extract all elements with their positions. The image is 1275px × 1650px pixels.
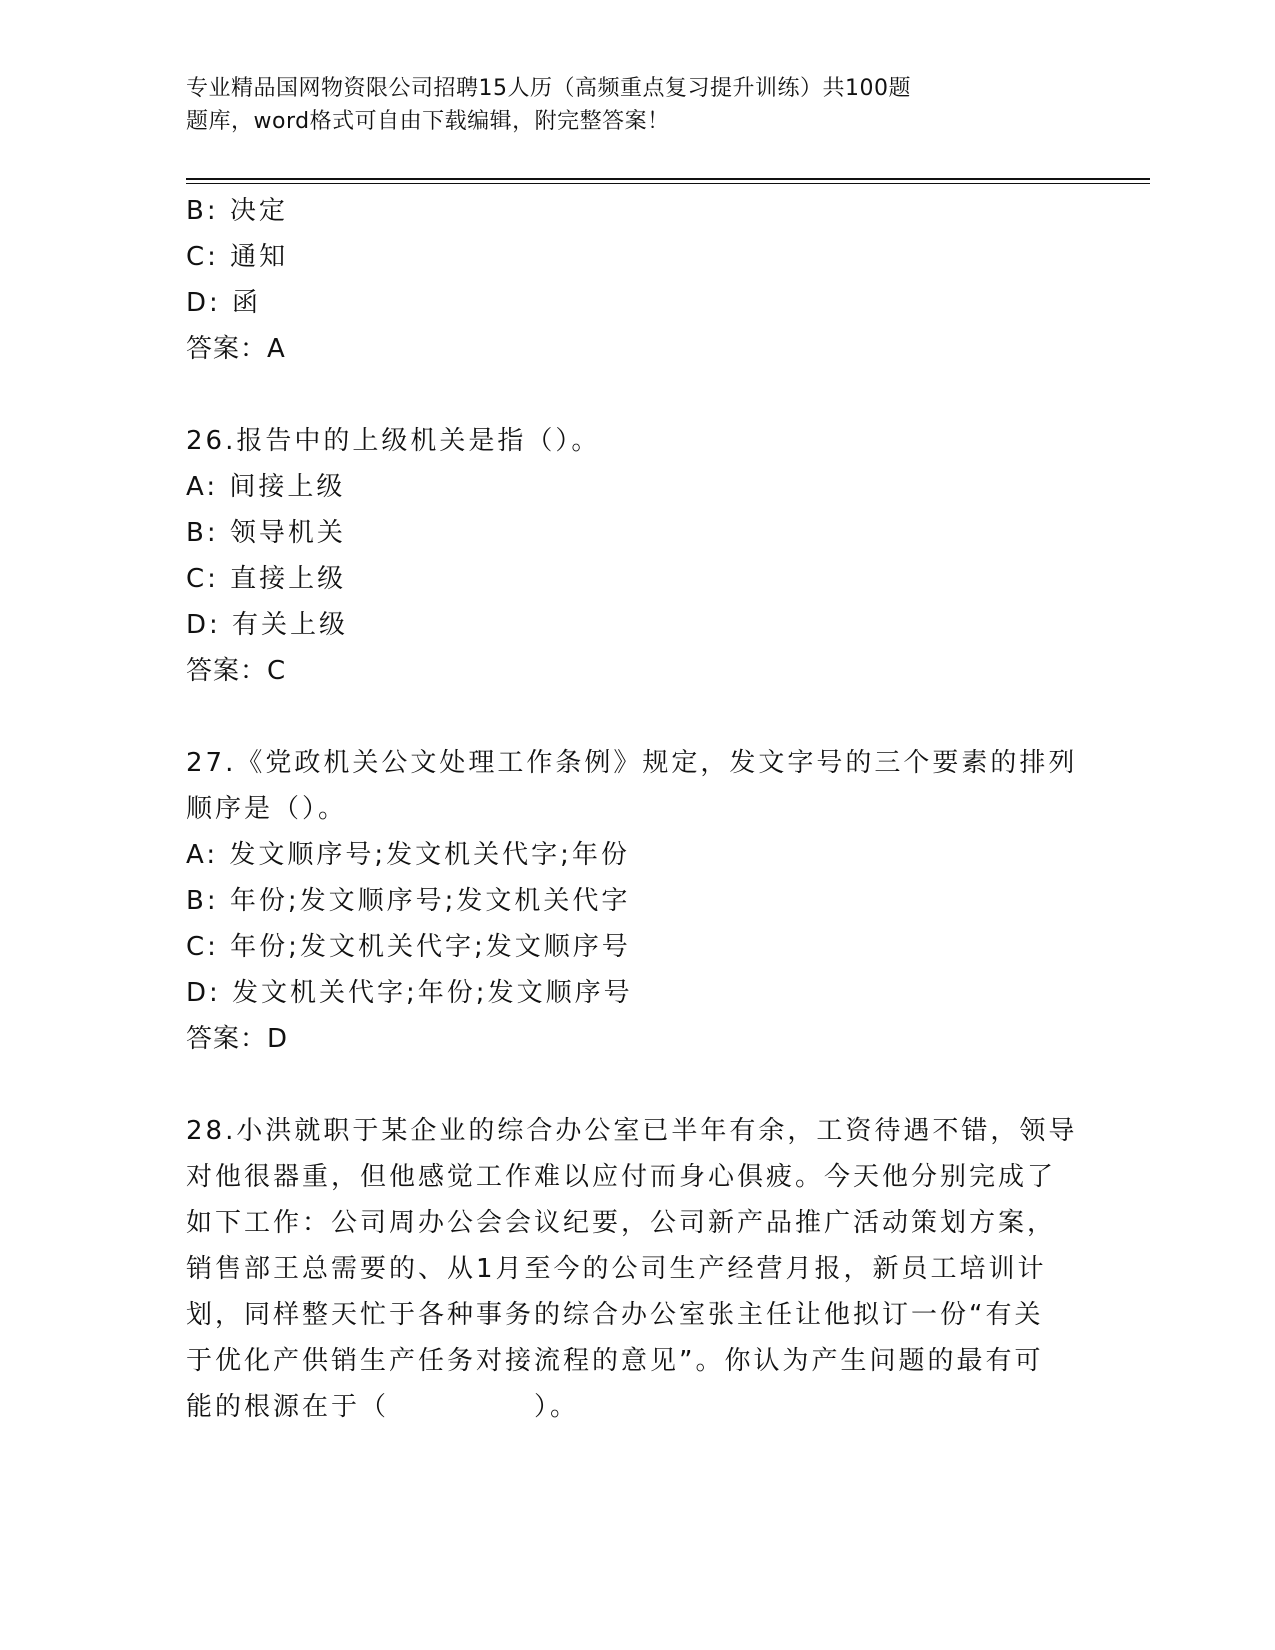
option-b: B: 领导机关 bbox=[186, 518, 346, 548]
option-d: D: 发文机关代字;年份;发文顺序号 bbox=[186, 978, 633, 1008]
question-stem: 26.报告中的上级机关是指（）。 bbox=[186, 426, 601, 456]
option-d: D: 有关上级 bbox=[186, 610, 349, 640]
header-divider-thick bbox=[186, 178, 1150, 180]
option-a: A: 发文顺序号;发文机关代字;年份 bbox=[186, 840, 630, 870]
question-stem-line-3: 如下工作：公司周办公会会议纪要，公司新产品推广活动策划方案， bbox=[186, 1208, 1057, 1238]
spacer bbox=[186, 1062, 1086, 1108]
question-stem-line-2: 对他很器重，但他感觉工作难以应付而身心俱疲。今天他分别完成了 bbox=[186, 1162, 1057, 1192]
option-a: A: 间接上级 bbox=[186, 472, 346, 502]
question-25-continued bbox=[186, 188, 1086, 372]
document-body bbox=[186, 188, 1086, 1430]
option-d: D: 函 bbox=[186, 288, 262, 318]
question-stem-line-1: 28.小洪就职于某企业的综合办公室已半年有余，工资待遇不错，领导 bbox=[186, 1116, 1078, 1146]
question-stem-line-7: 能的根源在于（ ）。 bbox=[186, 1392, 580, 1422]
question-stem-line-1: 27.《党政机关公文处理工作条例》规定，发文字号的三个要素的排列 bbox=[186, 748, 1078, 778]
question-27 bbox=[186, 740, 1086, 1062]
option-b: B: 年份;发文顺序号;发文机关代字 bbox=[186, 886, 631, 916]
answer-label: 答案：C bbox=[186, 656, 287, 686]
answer-label: 答案：A bbox=[186, 334, 286, 364]
question-stem-line-4: 销售部王总需要的、从1月至今的公司生产经营月报，新员工培训计 bbox=[186, 1254, 1047, 1284]
question-stem-line-6: 于优化产供销生产任务对接流程的意见”。你认为产生问题的最有可 bbox=[186, 1346, 1044, 1376]
question-stem-line-2: 顺序是（）。 bbox=[186, 794, 348, 824]
question-stem-line-5: 划，同样整天忙于各种事务的综合办公室张主任让他拟订一份“有关 bbox=[186, 1300, 1044, 1330]
answer-label: 答案：D bbox=[186, 1024, 289, 1054]
option-c: C: 通知 bbox=[186, 242, 289, 272]
header-title-line-1: 专业精品国网物资限公司招聘15人历（高频重点复习提升训练）共100题 bbox=[186, 76, 911, 101]
spacer bbox=[186, 372, 1086, 418]
option-c: C: 直接上级 bbox=[186, 564, 347, 594]
option-b: B: 决定 bbox=[186, 196, 288, 226]
spacer bbox=[186, 694, 1086, 740]
header-divider-thin bbox=[186, 183, 1150, 184]
question-28 bbox=[186, 1108, 1086, 1430]
question-26 bbox=[186, 418, 1086, 694]
header-title-line-2: 题库，word格式可自由下载编辑，附完整答案！ bbox=[186, 109, 670, 134]
option-c: C: 年份;发文机关代字;发文顺序号 bbox=[186, 932, 631, 962]
page-header bbox=[186, 72, 1086, 138]
